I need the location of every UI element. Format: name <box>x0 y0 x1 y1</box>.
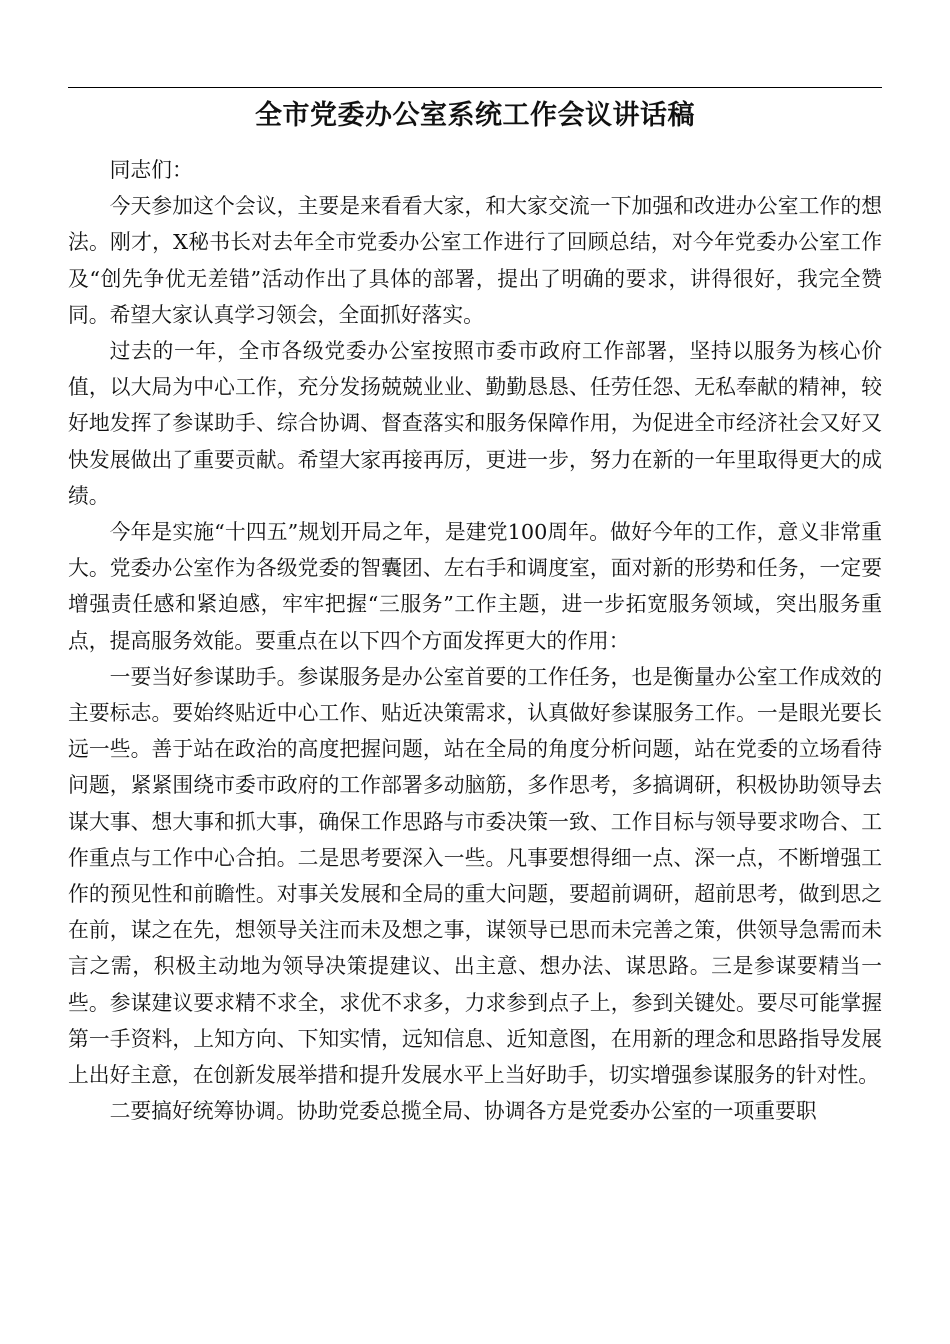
body-paragraph: 二要搞好统筹协调。协助党委总揽全局、协调各方是党委办公室的一项重要职 <box>109 1099 817 1124</box>
body-paragraph: 今天参加这个会议，主要是来看看大家，和大家交流一下加强和改进办公室工作的想法。刚才，X秘书长对去年全市党委办公室工作进行了回顾总结，对今年党委办公室工作及“创先争优无差错”活动作出了具体的部署，提出了明确的要求，讲得很好，我完全赞同。希望大家认真学习领会，全面抓好落实。 <box>68 194 882 327</box>
document-body <box>68 152 882 1129</box>
header-rule <box>68 87 882 88</box>
body-paragraph: 今年是实施“十四五”规划开局之年，是建党100周年。做好今年的工作，意义非常重大。党委办公室作为各级党委的智囊团、左右手和调度室，面对新的形势和任务，一定要增强责任感和紧迫感，牢牢把握“三服务”工作主题，进一步拓宽服务领域，突出服务重点，提高服务效能。要重点在以下四个方面发挥更大的作用： <box>68 520 882 653</box>
body-paragraph: 一要当好参谋助手。参谋服务是办公室首要的工作任务，也是衡量办公室工作成效的主要标志。要始终贴近中心工作、贴近决策需求，认真做好参谋服务工作。一是眼光要长远一些。善于站在政治的高度把握问题，站在全局的角度分析问题，站在党委的立场看待问题，紧紧围绕市委市政府的工作部署多动脑筋，多作思考，多搞调研，积极协助领导去谋大事、想大事和抓大事，确保工作思路与市委决策一致、工作目标与领导要求吻合、工作重点与工作中心合拍。二是思考要深入一些。凡事要想得细一点、深一点，不断增强工作的预见性和前瞻性。对事关发展和全局的重大问题，要超前调研，超前思考，做到思之在前，谋之在先，想领导关注而未及想之事，谋领导已思而未完善之策，供领导急需而未言之需，积极主动地为领导决策提建议、出主意、想办法、谋思路。三是参谋要精当一些。参谋建议要求精不求全，求优不求多，力求参到点子上，参到关键处。要尽可能掌握第一手资料，上知方向、下知实情，远知信息、近知意图，在用新的理念和思路指导发展上出好主意，在创新发展举措和提升发展水平上当好助手，切实增强参谋服务的针对性。 <box>68 664 882 1088</box>
body-paragraph: 过去的一年，全市各级党委办公室按照市委市政府工作部署，坚持以服务为核心价值，以大局为中心工作，充分发扬兢兢业业、勤勤恳恳、任劳任怨、无私奉献的精神，较好地发挥了参谋助手、综合协调、督查落实和服务保障作用，为促进全市经济社会又好又快发展做出了重要贡献。希望大家再接再厉，更进一步，努力在新的一年里取得更大的成绩。 <box>68 339 882 508</box>
salutation-paragraph: 同志们： <box>109 158 193 182</box>
document-title: 全市党委办公室系统工作会议讲话稿 <box>255 100 695 131</box>
